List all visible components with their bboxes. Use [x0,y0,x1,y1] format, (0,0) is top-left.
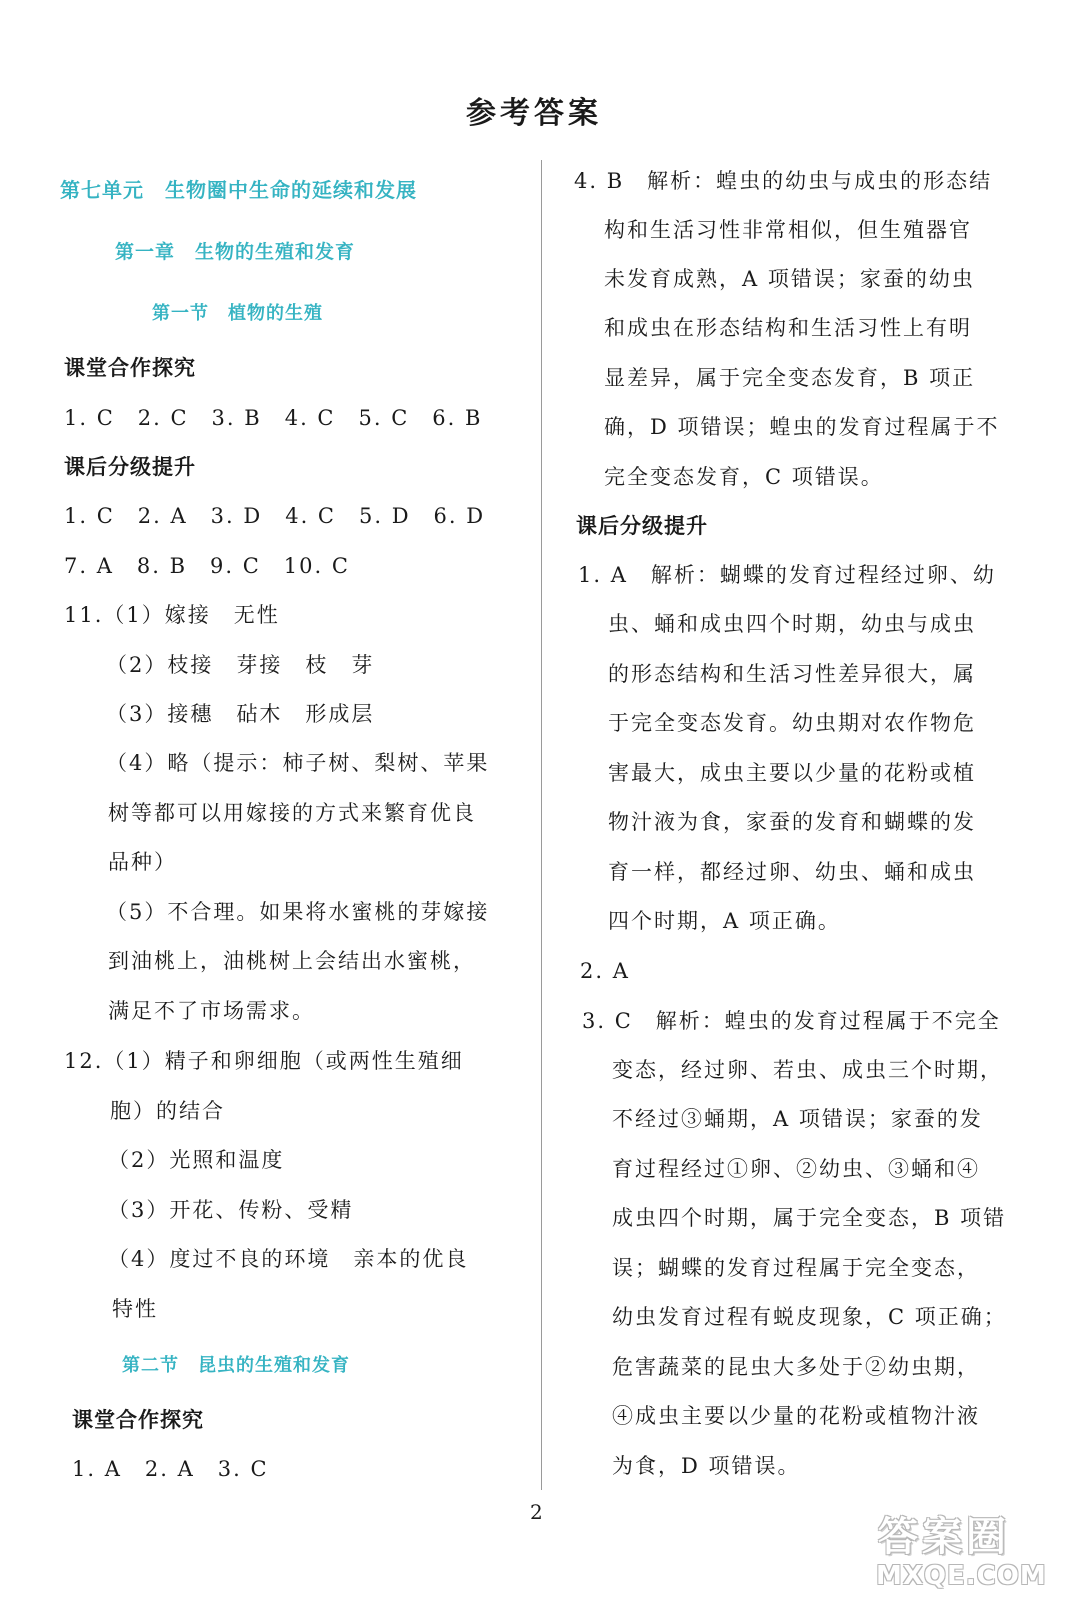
answer-3-cont: 危害蔬菜的昆虫大多处于②幼虫期， [612,1355,980,1379]
column-divider [541,160,542,1490]
question-12-part-3: （3）开花、传粉、受精 [108,1198,354,1222]
answer-3-cont: 幼虫发育过程有蜕皮现象，C 项正确； [612,1305,1007,1329]
question-11-part-4-cont: 品种） [108,850,177,874]
section-title-class-1: 课堂合作探究 [64,356,196,380]
answer-1-cont: 害最大，成虫主要以少量的花粉或植 [608,761,976,785]
chapter-heading: 第一章 生物的生殖和发育 [115,241,356,263]
section-title-class-2: 课堂合作探究 [72,1408,204,1432]
question-12-part-2: （2）光照和温度 [108,1148,285,1172]
answer-1-cont: 物汁液为食，家蚕的发育和蝴蝶的发 [608,810,976,834]
answer-3-cont: 不经过③蛹期，A 项错误；家蚕的发 [612,1107,983,1131]
answer-1-cont: 的形态结构和生活习性差异很大，属 [608,662,976,686]
answer-1-cont: 四个时期，A 项正确。 [608,909,841,933]
answer-4-cont: 显差异，属于完全变态发育，B 项正 [604,366,976,390]
page-number: 2 [530,1500,543,1524]
question-11-part-5-cont: 到油桃上，油桃树上会结出水蜜桃， [108,949,476,973]
answers-line: 1. C 2. A 3. D 4. C 5. D 6. D [64,504,486,528]
page-title: 参考答案 [466,96,602,131]
question-11-part-5-cont: 满足不了市场需求。 [108,999,315,1023]
watermark-text-cn: 答案圈 [878,1514,1010,1560]
watermark-text-en: MXQE.COM [876,1561,1047,1591]
question-12-part-1-cont: 胞）的结合 [110,1099,225,1123]
question-11-part-4: （4）略（提示：柿子树、梨树、苹果 [106,751,490,775]
answer-3-cont: 育过程经过①卵、②幼虫、③蛹和④ [612,1157,980,1181]
answer-4-cont: 未发育成熟，A 项错误；家蚕的幼虫 [604,267,975,291]
answer-2: 2. A [580,959,630,983]
answer-1-cont: 育一样，都经过卵、幼虫、蛹和成虫 [608,860,976,884]
question-11-part-2: （2）枝接 芽接 枝 芽 [106,653,375,677]
answers-line: 1. C 2. C 3. B 4. C 5. C 6. B [64,406,483,430]
watermark-logo [870,1505,1055,1595]
answer-4-cont: 完全变态发育，C 项错误。 [604,465,884,489]
section-heading-2: 第二节 昆虫的生殖和发育 [122,1355,350,1376]
answer-3: 3. C 解析：蝗虫的发育过程属于不完全 [582,1009,1001,1033]
question-12-part-1: 12.（1）精子和卵细胞（或两性生殖细 [64,1049,464,1073]
answer-3-cont: 为食，D 项错误。 [612,1454,801,1478]
question-12-part-4-cont: 特性 [112,1297,158,1321]
question-11-part-4-cont: 树等都可以用嫁接的方式来繁育优良 [108,801,476,825]
answer-1: 1. A 解析：蝴蝶的发育过程经过卵、幼 [578,563,996,587]
answers-line: 1. A 2. A 3. C [72,1457,269,1481]
question-11-part-5: （5）不合理。如果将水蜜桃的芽嫁接 [106,900,490,924]
answer-4-cont: 构和生活习性非常相似，但生殖器官 [604,218,972,242]
answer-4: 4. B 解析：蝗虫的幼虫与成虫的形态结 [574,169,993,193]
section-heading-1: 第一节 植物的生殖 [152,303,323,324]
section-title-after-1: 课后分级提升 [64,455,196,479]
answer-4-cont: 和成虫在形态结构和生活习性上有明 [604,316,972,340]
answers-line: 7. A 8. B 9. C 10. C [64,554,350,578]
answer-1-cont: 虫、蛹和成虫四个时期，幼虫与成虫 [608,612,976,636]
answer-4-cont: 确，D 项错误；蝗虫的发育过程属于不 [604,415,1000,439]
answer-3-cont: ④成虫主要以少量的花粉或植物汁液 [612,1404,980,1428]
section-title-after-2: 课后分级提升 [576,514,708,538]
answer-3-cont: 成虫四个时期，属于完全变态，B 项错 [612,1206,1007,1230]
answer-3-cont: 变态，经过卵、若虫、成虫三个时期， [612,1058,1003,1082]
question-11-part-1: 11.（1）嫁接 无性 [64,603,280,627]
question-12-part-4: （4）度过不良的环境 亲本的优良 [108,1247,469,1271]
unit-heading: 第七单元 生物圈中生命的延续和发展 [60,178,417,202]
question-11-part-3: （3）接穗 砧木 形成层 [106,702,375,726]
answer-1-cont: 于完全变态发育。幼虫期对农作物危 [608,711,976,735]
answer-3-cont: 误；蝴蝶的发育过程属于完全变态， [612,1256,980,1280]
